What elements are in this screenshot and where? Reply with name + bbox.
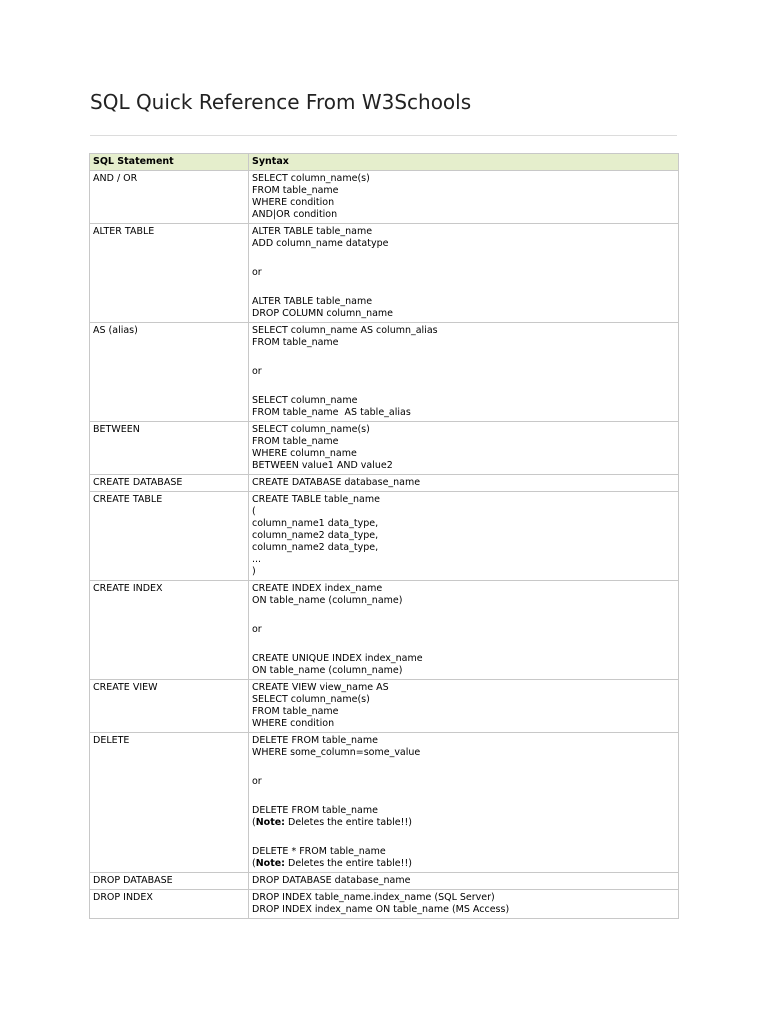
syntax-line: FROM table_name [252, 337, 339, 348]
statement-cell: AND / OR [90, 171, 249, 224]
syntax-line: SELECT column_name AS column_alias [252, 325, 438, 336]
syntax-line: CREATE UNIQUE INDEX index_name [252, 653, 423, 664]
syntax-line: FROM table_name [252, 436, 339, 447]
table-row [90, 171, 679, 224]
syntax-line: FROM table_name [252, 185, 339, 196]
statement-cell: CREATE INDEX [90, 581, 249, 680]
syntax-line: AND|OR condition [252, 209, 338, 220]
syntax-cell [249, 323, 679, 422]
syntax-line: DROP DATABASE database_name [252, 875, 411, 886]
block-gap [252, 788, 675, 805]
syntax-cell [249, 733, 679, 873]
syntax-cell [249, 422, 679, 475]
title-divider [90, 135, 677, 136]
block-gap [252, 759, 675, 776]
syntax-line: DROP INDEX table_name.index_name (SQL Server) [252, 892, 495, 903]
block-gap [252, 829, 675, 846]
statement-cell: DROP INDEX [90, 890, 249, 919]
statement-cell: CREATE TABLE [90, 492, 249, 581]
statement-cell: DROP DATABASE [90, 873, 249, 890]
syntax-line: WHERE condition [252, 718, 335, 729]
syntax-line: DELETE FROM table_name [252, 735, 378, 746]
table-row [90, 890, 679, 919]
syntax-cell [249, 492, 679, 581]
header-syntax: Syntax [249, 154, 679, 171]
syntax-line: column_name2 data_type, [252, 530, 379, 541]
table-row [90, 475, 679, 492]
page-title: SQL Quick Reference From W3Schools [90, 90, 472, 114]
block-gap [252, 378, 675, 395]
table-row [90, 224, 679, 323]
syntax-line: or [252, 267, 262, 278]
syntax-line: ON table_name (column_name) [252, 665, 403, 676]
statement-cell: CREATE VIEW [90, 680, 249, 733]
syntax-line: or [252, 776, 262, 787]
table-row [90, 323, 679, 422]
block-gap [252, 636, 675, 653]
header-sql-statement: SQL Statement [90, 154, 249, 171]
syntax-line: CREATE INDEX index_name [252, 583, 383, 594]
syntax-cell [249, 475, 679, 492]
block-gap [252, 349, 675, 366]
syntax-line: BETWEEN value1 AND value2 [252, 460, 393, 471]
syntax-line: SELECT column_name(s) [252, 424, 370, 435]
syntax-line: DELETE * FROM table_name [252, 846, 386, 857]
statement-cell: CREATE DATABASE [90, 475, 249, 492]
syntax-line: ALTER TABLE table_name [252, 226, 373, 237]
syntax-line: WHERE some_column=some_value [252, 747, 421, 758]
statement-cell: ALTER TABLE [90, 224, 249, 323]
syntax-line: SELECT column_name [252, 395, 358, 406]
syntax-line: ) [252, 566, 256, 577]
table-header-row [90, 154, 679, 171]
table-row [90, 492, 679, 581]
block-gap [252, 250, 675, 267]
table-body [90, 171, 679, 919]
table-row [90, 873, 679, 890]
syntax-line: column_name2 data_type, [252, 542, 379, 553]
statement-cell: BETWEEN [90, 422, 249, 475]
syntax-line: DELETE FROM table_name [252, 805, 378, 816]
syntax-line: SELECT column_name(s) [252, 173, 370, 184]
syntax-line: DROP INDEX index_name ON table_name (MS Access) [252, 904, 510, 915]
syntax-cell [249, 890, 679, 919]
syntax-cell [249, 680, 679, 733]
syntax-cell [249, 171, 679, 224]
syntax-line: ADD column_name datatype [252, 238, 389, 249]
syntax-line: ... [252, 554, 262, 565]
syntax-line: CREATE TABLE table_name [252, 494, 380, 505]
table-row [90, 581, 679, 680]
syntax-line: or [252, 366, 262, 377]
syntax-line: WHERE column_name [252, 448, 357, 459]
syntax-line: DROP COLUMN column_name [252, 308, 394, 319]
syntax-line: or [252, 624, 262, 635]
syntax-line: (Note: Deletes the entire table!!) [252, 858, 412, 869]
table-row [90, 733, 679, 873]
statement-cell: DELETE [90, 733, 249, 873]
block-gap [252, 607, 675, 624]
block-gap [252, 279, 675, 296]
syntax-line: column_name1 data_type, [252, 518, 379, 529]
syntax-line: (Note: Deletes the entire table!!) [252, 817, 412, 828]
syntax-line: CREATE VIEW view_name AS [252, 682, 389, 693]
syntax-line: ON table_name (column_name) [252, 595, 403, 606]
syntax-cell [249, 581, 679, 680]
sql-reference-table [89, 153, 679, 919]
syntax-line: SELECT column_name(s) [252, 694, 370, 705]
syntax-line: ALTER TABLE table_name [252, 296, 373, 307]
syntax-cell [249, 873, 679, 890]
table-row [90, 680, 679, 733]
syntax-cell [249, 224, 679, 323]
syntax-line: WHERE condition [252, 197, 335, 208]
syntax-line: CREATE DATABASE database_name [252, 477, 421, 488]
statement-cell: AS (alias) [90, 323, 249, 422]
syntax-line: FROM table_name [252, 706, 339, 717]
syntax-line: ( [252, 506, 256, 517]
syntax-line: FROM table_name AS table_alias [252, 407, 411, 418]
table-row [90, 422, 679, 475]
